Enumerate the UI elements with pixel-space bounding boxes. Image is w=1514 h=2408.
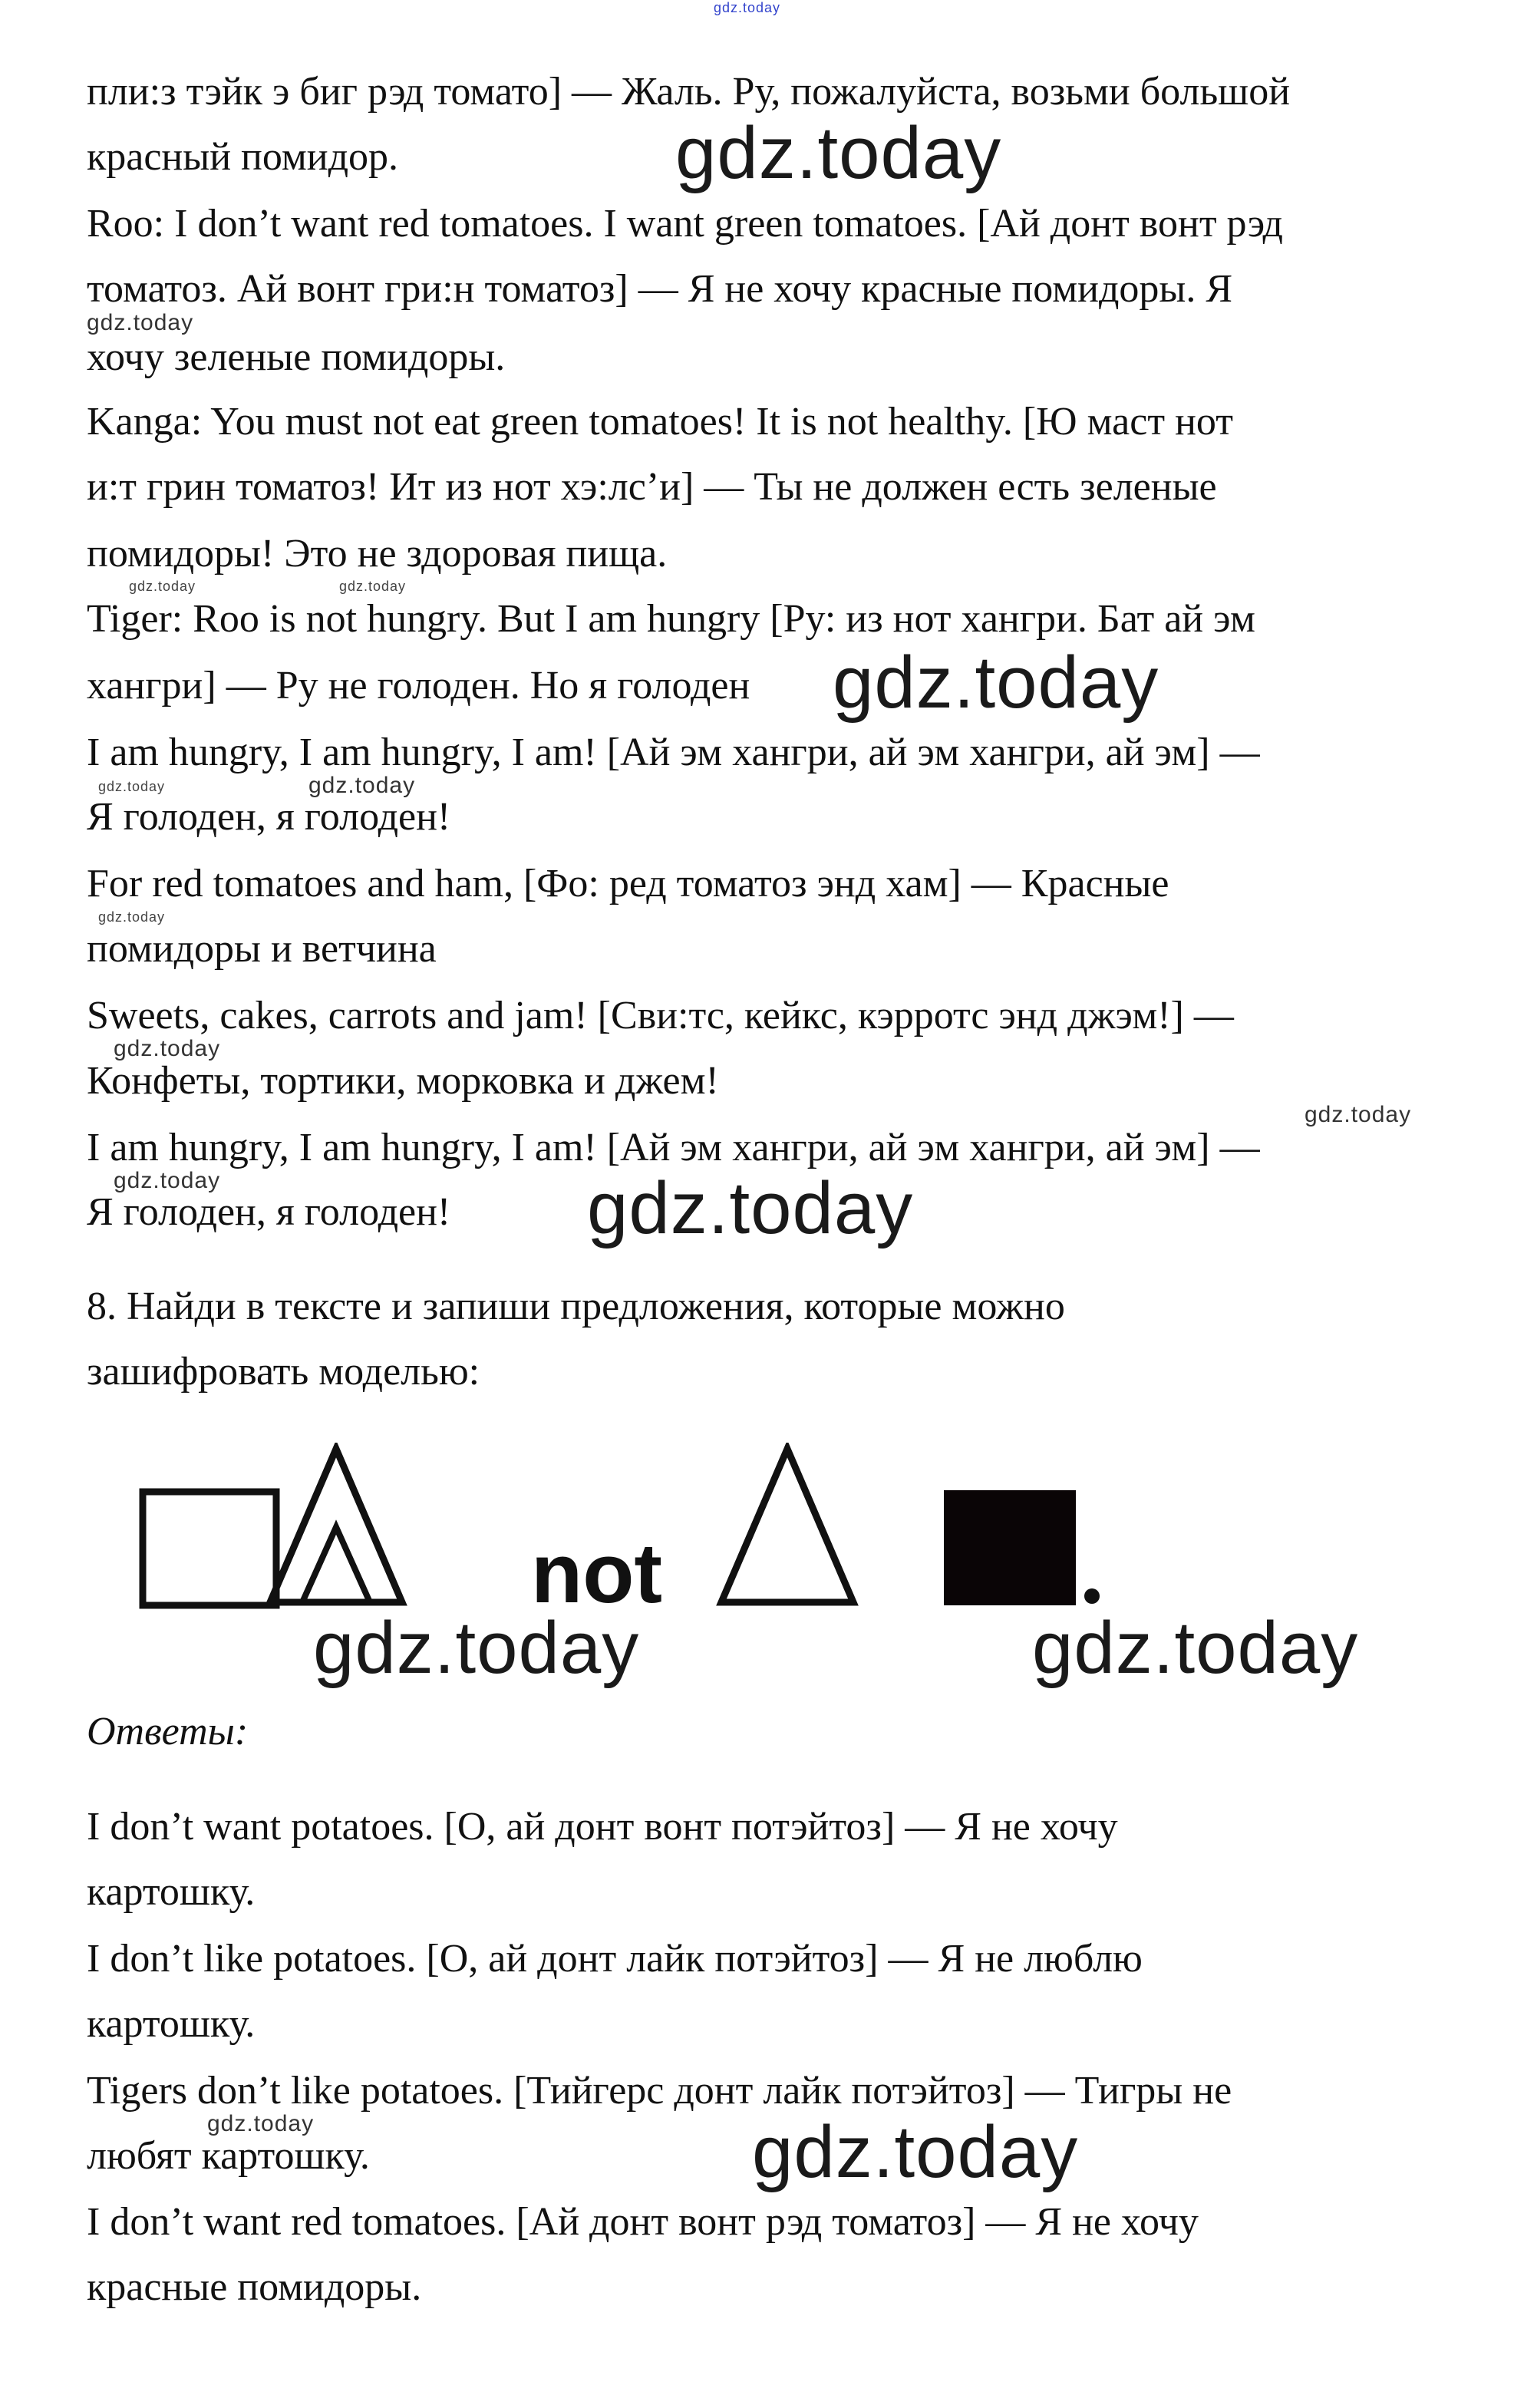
- watermark: gdz.today: [308, 773, 416, 798]
- text-line: любят картошку.: [87, 2134, 370, 2178]
- open-triangle-icon: [721, 1449, 853, 1602]
- answers-heading: Ответы:: [87, 1710, 249, 1753]
- text-line: I am hungry, I am hungry, I am! [Ай эм хангри, ай эм хангри, ай эм] —: [87, 1126, 1260, 1169]
- text-line: хангри] — Ру не голоден. Но я голоден: [87, 664, 750, 708]
- text-line: Roo: I don’t want red tomatoes. I want green tomatoes. [Ай донт вонт рэд: [87, 202, 1283, 246]
- watermark: gdz.today: [87, 310, 194, 335]
- text-line: Kanga: You must not eat green tomatoes! It is not healthy. [Ю маст нот: [87, 400, 1233, 444]
- text-line: пли:з тэйк э биг рэд томато] — Жаль. Ру, пожалуйста, возьми большой: [87, 70, 1291, 114]
- sentence-model-figure: [92, 1443, 1120, 1619]
- text-line: Конфеты, тортики, морковка и джем!: [87, 1059, 719, 1103]
- watermark: gdz.today: [313, 1607, 640, 1689]
- text-line: I don’t want potatoes. [О, ай донт вонт потэйтоз] — Я не хочу: [87, 1805, 1118, 1849]
- watermark: gdz.today: [587, 1167, 914, 1249]
- model-not-word: not: [531, 1526, 663, 1619]
- watermark: gdz.today: [114, 1168, 221, 1193]
- text-line: хочу зеленые помидоры.: [87, 335, 506, 379]
- text-line: Tigers don’t like potatoes. [Тийгерс донт лайк потэйтоз] — Тигры не: [87, 2069, 1232, 2113]
- text-line: красные помидоры.: [87, 2265, 422, 2309]
- text-line: I don’t want red tomatoes. [Ай донт вонт рэд томатоз] — Я не хочу: [87, 2200, 1199, 2244]
- text-line: картошку.: [87, 1870, 256, 1914]
- text-line: I am hungry, I am hungry, I am! [Ай эм хангри, ай эм хангри, ай эм] —: [87, 731, 1260, 774]
- task-text-line: 8. Найди в тексте и запиши предложения, которые можно: [87, 1285, 1065, 1328]
- text-line: Tiger: Roo is not hungry. But I am hungry [Ру: из нот хангри. Бат ай эм: [87, 597, 1255, 641]
- watermark: gdz.today: [339, 579, 407, 594]
- text-line: Я голоден, я голоден!: [87, 1190, 451, 1234]
- text-line: For red tomatoes and ham, [Фо: ред томатоз энд хам] — Красные: [87, 862, 1169, 905]
- watermark: gdz.today: [114, 1036, 221, 1061]
- open-square-icon: [143, 1492, 276, 1605]
- watermark: gdz.today: [1032, 1607, 1359, 1689]
- watermark: gdz.today: [833, 642, 1159, 724]
- text-line: помидоры! Это не здоровая пища.: [87, 532, 668, 576]
- watermark: gdz.today: [675, 112, 1002, 194]
- text-line: помидоры и ветчина: [87, 927, 437, 971]
- watermark: gdz.today: [207, 2111, 315, 2136]
- text-line: I don’t like potatoes. [О, ай донт лайк потэйтоз] — Я не люблю: [87, 1937, 1143, 1981]
- text-line: Я голоден, я голоден!: [87, 795, 451, 839]
- filled-square-icon: [944, 1490, 1076, 1605]
- triangle-with-inner-triangle-icon: [270, 1449, 402, 1602]
- text-line: картошку.: [87, 2002, 256, 2046]
- watermark: gdz.today: [129, 579, 196, 594]
- watermark: gdz.today: [752, 2111, 1079, 2193]
- watermark: gdz.today: [98, 909, 166, 925]
- text-line: и:т грин томатоз! Ит из нот хэ:лс’и] — Ты не должен есть зеленые: [87, 465, 1217, 509]
- text-line: красный помидор.: [87, 135, 399, 179]
- period-dot: [1084, 1588, 1100, 1604]
- text-line: Sweets, cakes, carrots and jam! [Сви:тс, кейкс, кэрротс энд джэм!] —: [87, 994, 1234, 1037]
- watermark: gdz.today: [98, 779, 166, 794]
- top-watermark: gdz.today: [714, 0, 781, 15]
- watermark: gdz.today: [1305, 1102, 1412, 1127]
- text-line: томатоз. Ай вонт гри:н томатоз] — Я не хочу красные помидоры. Я: [87, 267, 1233, 311]
- task-text-line: зашифровать моделью:: [87, 1350, 480, 1394]
